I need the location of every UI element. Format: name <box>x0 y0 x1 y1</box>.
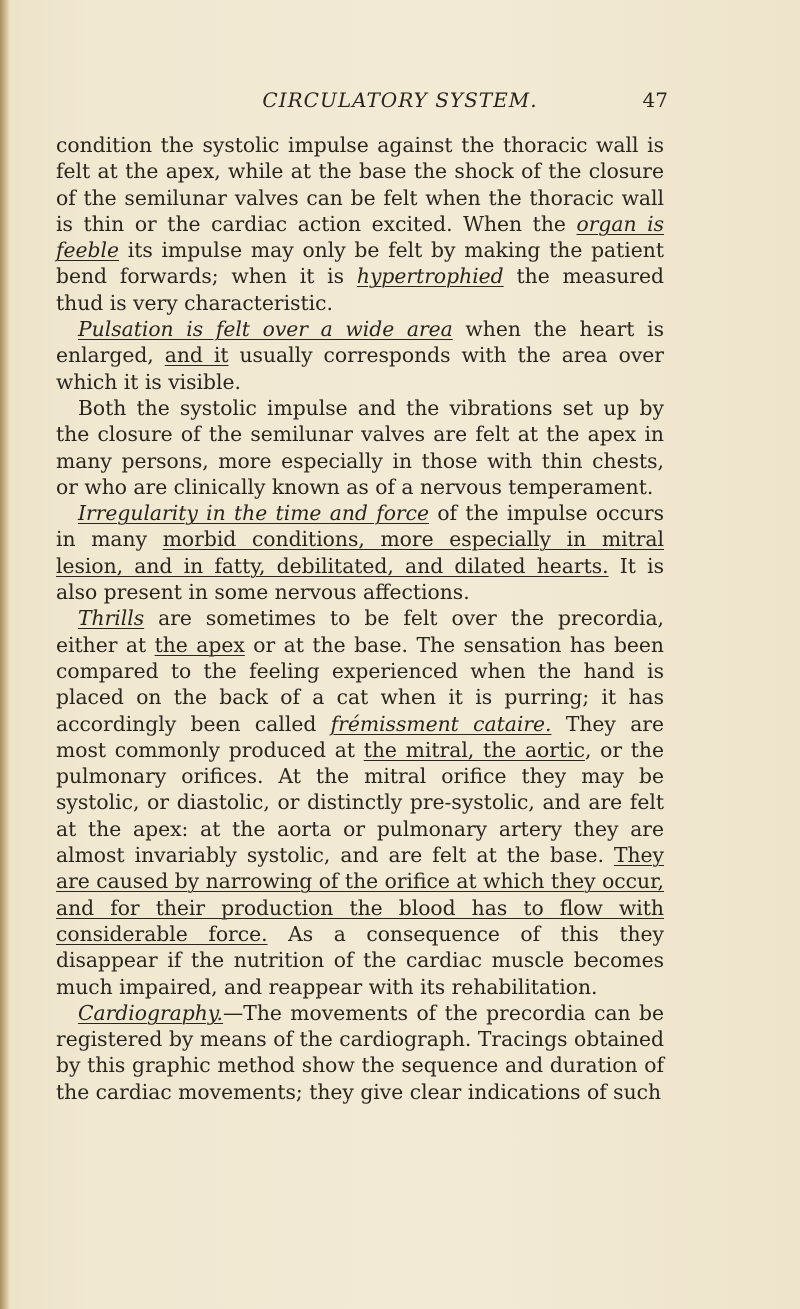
paragraph <box>56 395 664 500</box>
emphasized-term: organ is feeble <box>56 211 665 263</box>
paragraph <box>56 132 664 316</box>
body-text <box>56 132 664 1105</box>
text-run: its impulse may only be felt by making the patient bend forwards; when it is <box>56 238 664 289</box>
text-run: when the heart is enlarged, <box>56 317 664 368</box>
emphasized-term: hypertrophied <box>356 264 504 289</box>
emphasized-term: Cardiography. <box>78 1000 224 1025</box>
underlined-text: and it <box>164 343 229 368</box>
text-run: —The movements of the precordia can be registered by means of the cardiograph. Tracings obtained by this graphic method show the sequence and duration of the cardiac movements; they give clear indications of such <box>56 1000 664 1104</box>
running-head: CIRCULATORY SYSTEM. <box>262 88 538 112</box>
underlined-text: the apex <box>154 632 245 657</box>
text-run: , or the pulmonary orifices. At the mitral orifice they may be systolic, or diastolic, or distinctly pre-systolic, and are felt at the apex: at the aorta or pulmonary artery they are almost invariably systolic, and are felt at the base. <box>56 737 664 868</box>
text-run: condition the systolic impulse against the thoracic wall is felt at the apex, while at the base the shock of the closure of the semilunar valves can be felt when the thoracic wall is thin or the cardiac action excited. When the <box>56 133 664 236</box>
emphasized-term: Irregularity in the time and force <box>78 501 429 526</box>
text-run: They are most commonly produced at <box>56 711 664 762</box>
paragraph <box>56 316 664 395</box>
page-header <box>0 88 800 118</box>
underlined-text: morbid conditions, more especially in mitral lesion, and in fatty, debilitated, and dilated hearts. <box>56 527 664 578</box>
text-run: usually corresponds with the area over which it is visible. <box>56 343 664 394</box>
emphasized-term: Thrills <box>78 606 145 631</box>
text-run: It is also present in some nervous affections. <box>56 553 664 605</box>
text-run: As a consequence of this they disappear if the nutrition of the cardiac muscle becomes much impaired, and reappear with its rehabilitation. <box>56 921 664 999</box>
text-run: or at the base. The sensation has been compared to the feeling experienced when the hand is placed on the back of a cat when it is purring; it has accordingly been called <box>56 632 664 736</box>
underlined-text: They are caused by narrowing of the orifice at which they occur, and for their production the blood has to flow with considerable force. <box>56 843 664 946</box>
paragraph <box>56 1000 664 1105</box>
page-binding-edge <box>0 0 10 1309</box>
paragraph <box>56 500 664 605</box>
text-run: of the impulse occurs in many <box>56 501 664 552</box>
text-run: are sometimes to be felt over the precordia, either at <box>56 606 664 657</box>
page-number: 47 <box>642 88 668 112</box>
paragraph <box>56 605 664 999</box>
emphasized-term: Pulsation is felt over a wide area <box>78 317 453 342</box>
text-run: the measured thud is very characteristic. <box>56 264 664 315</box>
emphasized-term: frémissment cataire. <box>330 711 552 736</box>
text-run: Both the systolic impulse and the vibrations set up by the closure of the semilunar valves are felt at the apex in many persons, more especially in those with thin chests, or who are clinically known as of a nervous temperament. <box>56 395 664 499</box>
underlined-text: the mitral, the aortic <box>363 737 585 762</box>
